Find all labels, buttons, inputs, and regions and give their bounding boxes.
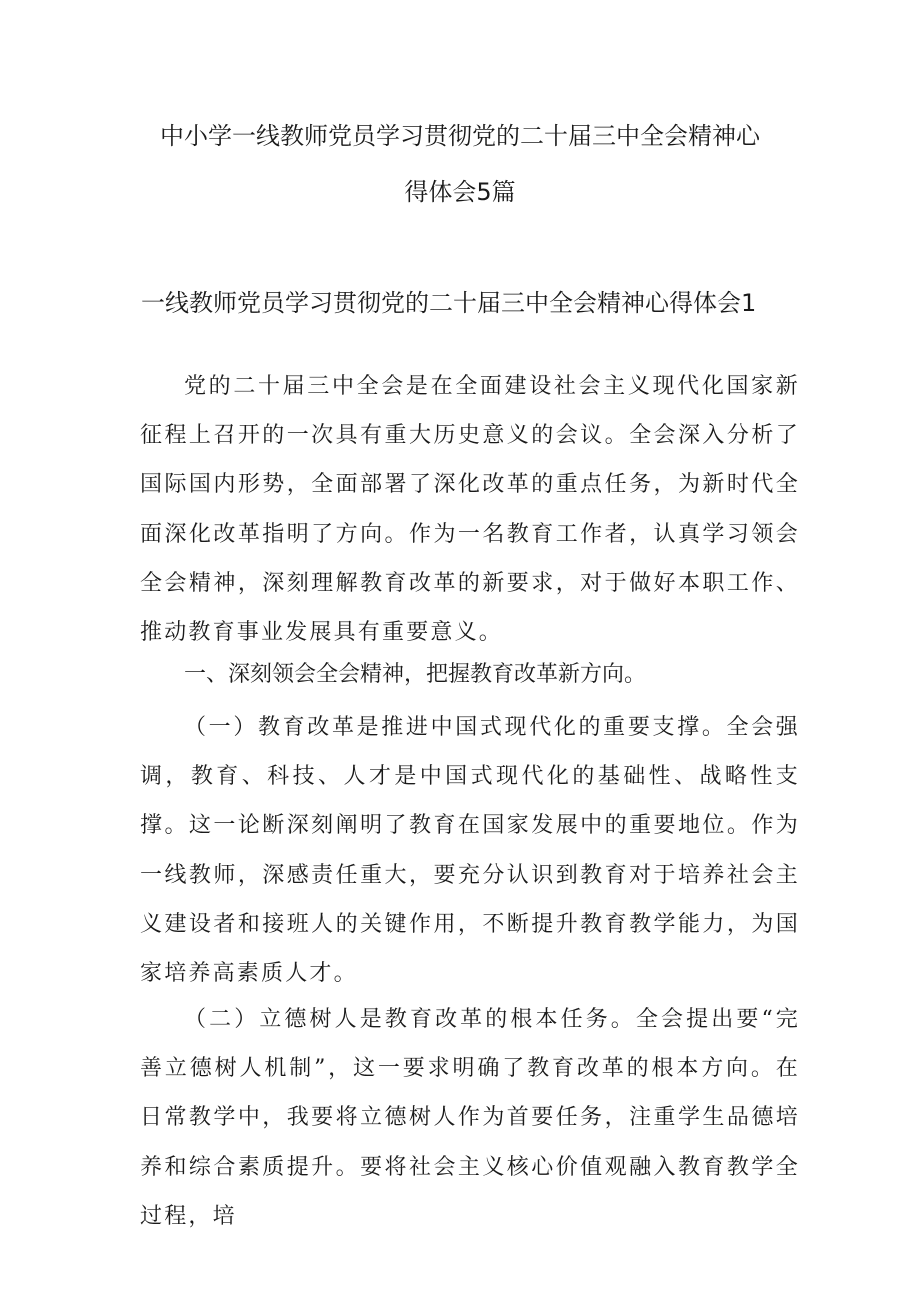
body-paragraph-1-block — [140, 362, 800, 657]
body-paragraph-3: （二）立德树人是教育改革的根本任务。全会提出要“完善立德树人机制”，这一要求明确了教育改革的根本方向。在日常教学中，我要将立德树人作为首要任务，注重学生品德培养和综合素质提升。要将社会主义核心价值观融入教育教学全过程，培 — [140, 1007, 800, 1229]
body-paragraph-1: 党的二十届三中全会是在全面建设社会主义现代化国家新征程上召开的一次具有重大历史意义的会议。全会深入分析了国际国内形势，全面部署了深化改革的重点任务，为新时代全面深化改革指明了方向。作为一名教育工作者，认真学习领会全会精神，深刻理解教育改革的新要求，对于做好本职工作、推动教育事业发展具有重要意义。 — [140, 374, 800, 646]
section-heading-1: 一、深刻领会全会精神，把握教育改革新方向。 — [184, 662, 647, 687]
body-paragraph-2-block — [140, 703, 800, 998]
body-paragraph-3-block — [140, 995, 800, 1241]
body-paragraph-2: （一）教育改革是推进中国式现代化的重要支撑。全会强调，教育、科技、人才是中国式现代化的基础性、战略性支撑。这一论断深刻阐明了教育在国家发展中的重要地位。作为一线教师，深感责任重大，要充分认识到教育对于培养社会主义建设者和接班人的关键作用，不断提升教育教学能力，为国家培养高素质人才。 — [140, 715, 800, 987]
article-subtitle: 一线教师党员学习贯彻党的二十届三中全会精神心得体会1 — [141, 289, 757, 317]
document-title-line-2: 得体会5篇 — [404, 178, 516, 206]
document-title-line-1: 中小学一线教师党员学习贯彻党的二十届三中全会精神心 — [160, 122, 760, 150]
